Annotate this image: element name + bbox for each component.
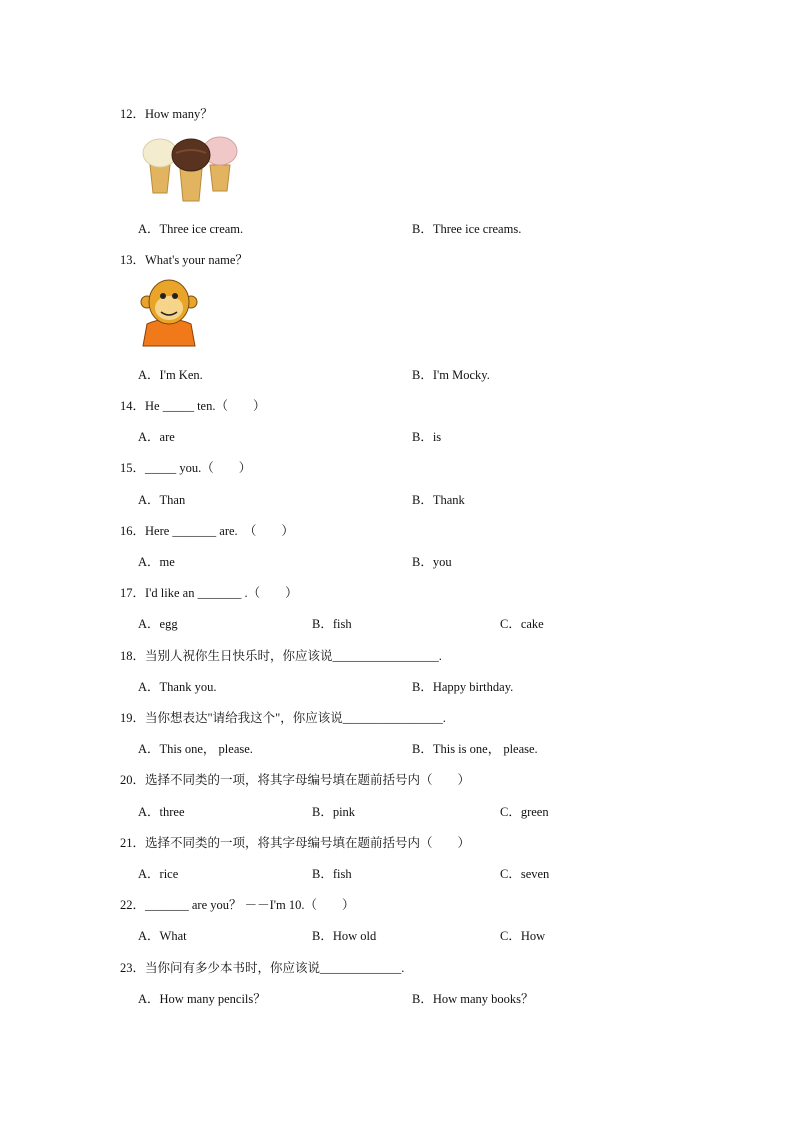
q21-option-c: C．seven <box>500 867 550 881</box>
q23-option-b: B．How many books？ <box>412 992 534 1006</box>
q20-option-c: C．green <box>500 805 549 819</box>
question-22: 22．_______ are you？ －－I'm 10.（ ） <box>120 898 355 912</box>
q18-option-b: B．Happy birthday. <box>412 680 514 694</box>
question-12: 12．How many？ <box>120 107 213 121</box>
question-18: 18．当别人祝你生日快乐时，你应该说_________________. <box>120 649 442 663</box>
q21-option-a: A．rice <box>138 867 179 881</box>
q17-option-c: C．cake <box>500 617 544 631</box>
q12-option-b: B．Three ice creams. <box>412 222 522 236</box>
question-15: 15．_____ you.（ ） <box>120 461 252 475</box>
question-17: 17．I'd like an _______ .（ ） <box>120 586 298 600</box>
q13-option-b: B．I'm Mocky. <box>412 368 490 382</box>
question-21: 21．选择不同类的一项，将其字母编号填在题前括号内（ ） <box>120 836 471 850</box>
ice-cream-cones-image <box>138 127 242 203</box>
q13-option-a: A．I'm Ken. <box>138 368 203 382</box>
q14-option-a: A．are <box>138 430 175 444</box>
question-13: 13．What's your name？ <box>120 253 248 267</box>
q17-option-b: B．fish <box>312 617 352 631</box>
q18-option-a: A．Thank you. <box>138 680 217 694</box>
q20-option-b: B．pink <box>312 805 356 819</box>
q16-option-b: B．you <box>412 555 452 569</box>
q20-option-a: A．three <box>138 805 185 819</box>
q23-option-a: A．How many pencils？ <box>138 992 266 1006</box>
q15-option-b: B．Thank <box>412 493 465 507</box>
q22-option-a: A．What <box>138 929 187 943</box>
question-16: 16．Here _______ are. （ ） <box>120 524 294 538</box>
q22-option-b: B．How old <box>312 929 377 943</box>
q19-option-a: A．This one， please. <box>138 742 253 756</box>
q17-option-a: A．egg <box>138 617 178 631</box>
q12-option-a: A．Three ice cream. <box>138 222 244 236</box>
q22-option-c: C．How <box>500 929 546 943</box>
q16-option-a: A．me <box>138 555 175 569</box>
q21-option-b: B．fish <box>312 867 352 881</box>
question-14: 14．He _____ ten.（ ） <box>120 399 266 413</box>
q14-option-b: B．is <box>412 430 442 444</box>
question-19: 19．当你想表达"请给我这个"，你应该说________________. <box>120 711 446 725</box>
q19-option-b: B．This is one， please. <box>412 742 538 756</box>
q15-option-a: A．Than <box>138 493 186 507</box>
monkey-image <box>139 276 199 348</box>
question-20: 20．选择不同类的一项，将其字母编号填在题前括号内（ ） <box>120 773 471 787</box>
question-23: 23．当你问有多少本书时，你应该说_____________. <box>120 961 405 975</box>
